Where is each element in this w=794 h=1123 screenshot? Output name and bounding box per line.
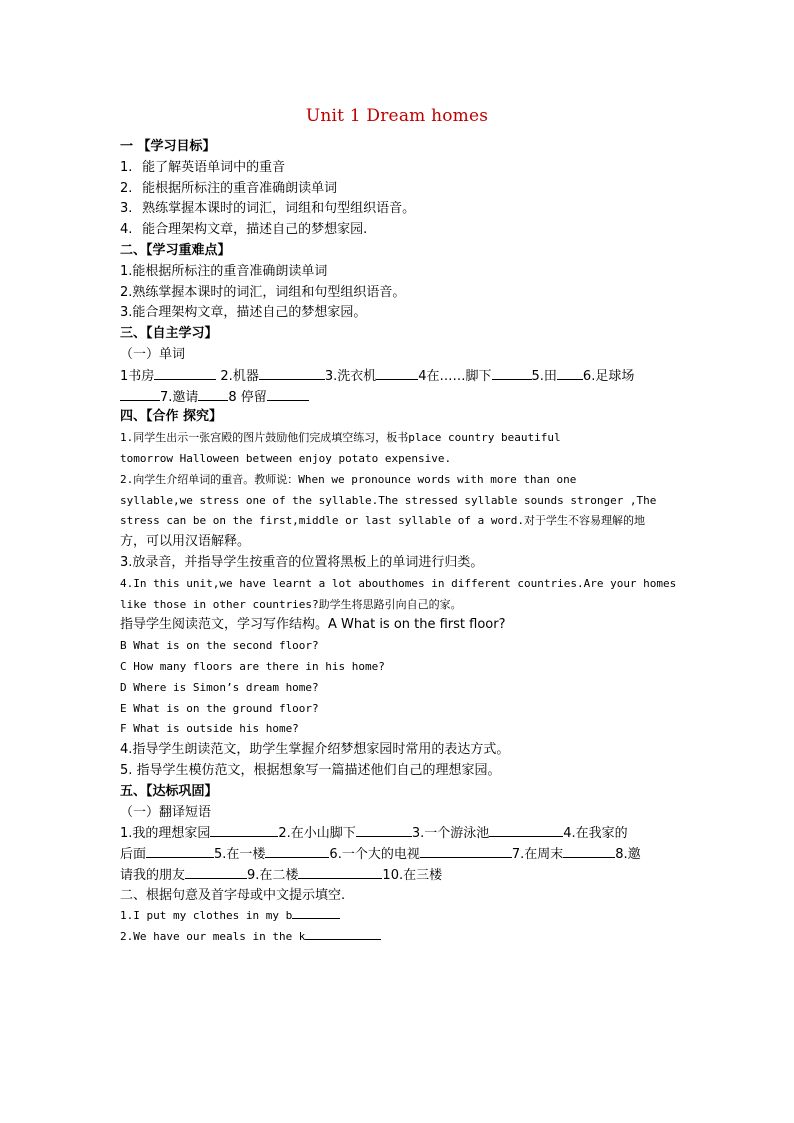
fill-in-sentence: 2.We have our meals in the k [120, 927, 675, 948]
answer-blank[interactable] [146, 844, 214, 858]
paragraph-line: 1.同学生出示一张宫殿的图片鼓励他们完成填空练习，板书place country beautiful [120, 431, 561, 445]
paragraph-line: 4.In this unit,we have learnt a lot abouthomes in different countries.Are your homes [120, 576, 677, 590]
key-point-item: 2.熟练掌握本课时的词汇，词组和句型组织语音。 [120, 284, 406, 300]
answer-blank[interactable] [557, 366, 583, 380]
answer-blank[interactable] [154, 366, 216, 380]
answer-blank[interactable] [420, 844, 512, 858]
word-blanks-line: 7.邀请 8 停留 [120, 387, 675, 408]
answer-blank[interactable] [267, 387, 309, 401]
translation-blanks-line: 后面 5.在一楼 6.一个大的电视 7.在周末 8.邀 [120, 844, 675, 865]
paragraph-line: 4.指导学生朗读范文，助学生掌握介绍梦想家园时常用的表达方式。 [120, 742, 510, 758]
subsection-translate: （一）翻译短语 [120, 804, 212, 820]
question-item: B What is on the second floor? [120, 639, 319, 653]
paragraph-line: syllable,we stress one of the syllable.The stressed syllable sounds stronger ,The [120, 493, 657, 507]
answer-blank[interactable] [210, 823, 278, 837]
paragraph-line: 指导学生阅读范文，学习写作结构。A What is on the first floor? [120, 617, 506, 633]
subsection-fill-in: 二、根据句意及首字母或中文提示填空. [120, 887, 346, 903]
question-item: C How many floors are there in his home? [120, 659, 385, 673]
paragraph-line: 5. 指导学生模仿范文，根据想象写一篇描述他们自己的理想家园。 [120, 762, 501, 778]
question-item: E What is on the ground floor? [120, 701, 319, 715]
section-heading-consolidation: 五、【达标巩固】 [120, 783, 218, 799]
answer-blank[interactable] [185, 865, 247, 879]
key-point-item: 1.能根据所标注的重音准确朗读单词 [120, 263, 328, 279]
objective-item: 1. 能了解英语单词中的重音 [120, 159, 286, 175]
translation-blanks-line: 请我的朋友 9.在二楼 10.在三楼 [120, 865, 675, 886]
document-title: Unit 1 Dream homes [305, 106, 489, 126]
paragraph-line: 方，可以用汉语解释。 [120, 534, 251, 550]
document-body [120, 137, 675, 948]
answer-blank[interactable] [356, 823, 412, 837]
subsection-words: （一）单词 [120, 346, 186, 362]
answer-blank[interactable] [563, 844, 615, 858]
objective-item: 4. 能合理架构文章，描述自己的梦想家园. [120, 222, 368, 238]
word-blanks-line: 1书房 2.机器 3.洗衣机 4在……脚下 5.田 6.足球场 [120, 366, 675, 387]
answer-blank[interactable] [198, 387, 228, 401]
answer-blank[interactable] [292, 906, 340, 919]
paragraph-line: stress can be on the first,middle or last syllable of a word.对于学生不容易理解的地 [120, 514, 645, 528]
paragraph-line: 3.放录音，并指导学生按重音的位置将黑板上的单词进行归类。 [120, 554, 484, 570]
question-item: F What is outside his home? [120, 722, 299, 736]
answer-blank[interactable] [265, 844, 329, 858]
fill-in-sentence: 1.I put my clothes in my b [120, 906, 675, 927]
key-point-item: 3.能合理架构文章，描述自己的梦想家园。 [120, 305, 367, 321]
section-heading-self-study: 三、【自主学习】 [120, 326, 218, 342]
translation-blanks-line: 1.我的理想家园 2.在小山脚下 3.一个游泳池 4.在我家的 [120, 823, 675, 844]
question-item: D Where is Simon’s dream home? [120, 680, 319, 694]
answer-blank[interactable] [298, 865, 382, 879]
paragraph-line: tomorrow Halloween between enjoy potato expensive. [120, 451, 452, 465]
answer-blank[interactable] [259, 366, 325, 380]
objective-item: 2. 能根据所标注的重音准确朗读单词 [120, 180, 338, 196]
answer-blank[interactable] [376, 366, 418, 380]
answer-blank[interactable] [489, 823, 563, 837]
section-heading-objectives: 一 【学习目标】 [120, 139, 216, 154]
section-heading-cooperation: 四、【合作 探究】 [120, 409, 223, 425]
answer-blank[interactable] [305, 927, 381, 940]
answer-blank[interactable] [120, 387, 160, 401]
objective-item: 3. 熟练掌握本课时的词汇，词组和句型组织语音。 [120, 201, 416, 217]
answer-blank[interactable] [492, 366, 532, 380]
section-heading-key-points: 二、【学习重难点】 [120, 242, 231, 258]
paragraph-line: 2.向学生介绍单词的重音。教师说：When we pronounce words with more than one [120, 472, 577, 486]
paragraph-line: like those in other countries?助学生将思路引向自己的家。 [120, 597, 462, 611]
